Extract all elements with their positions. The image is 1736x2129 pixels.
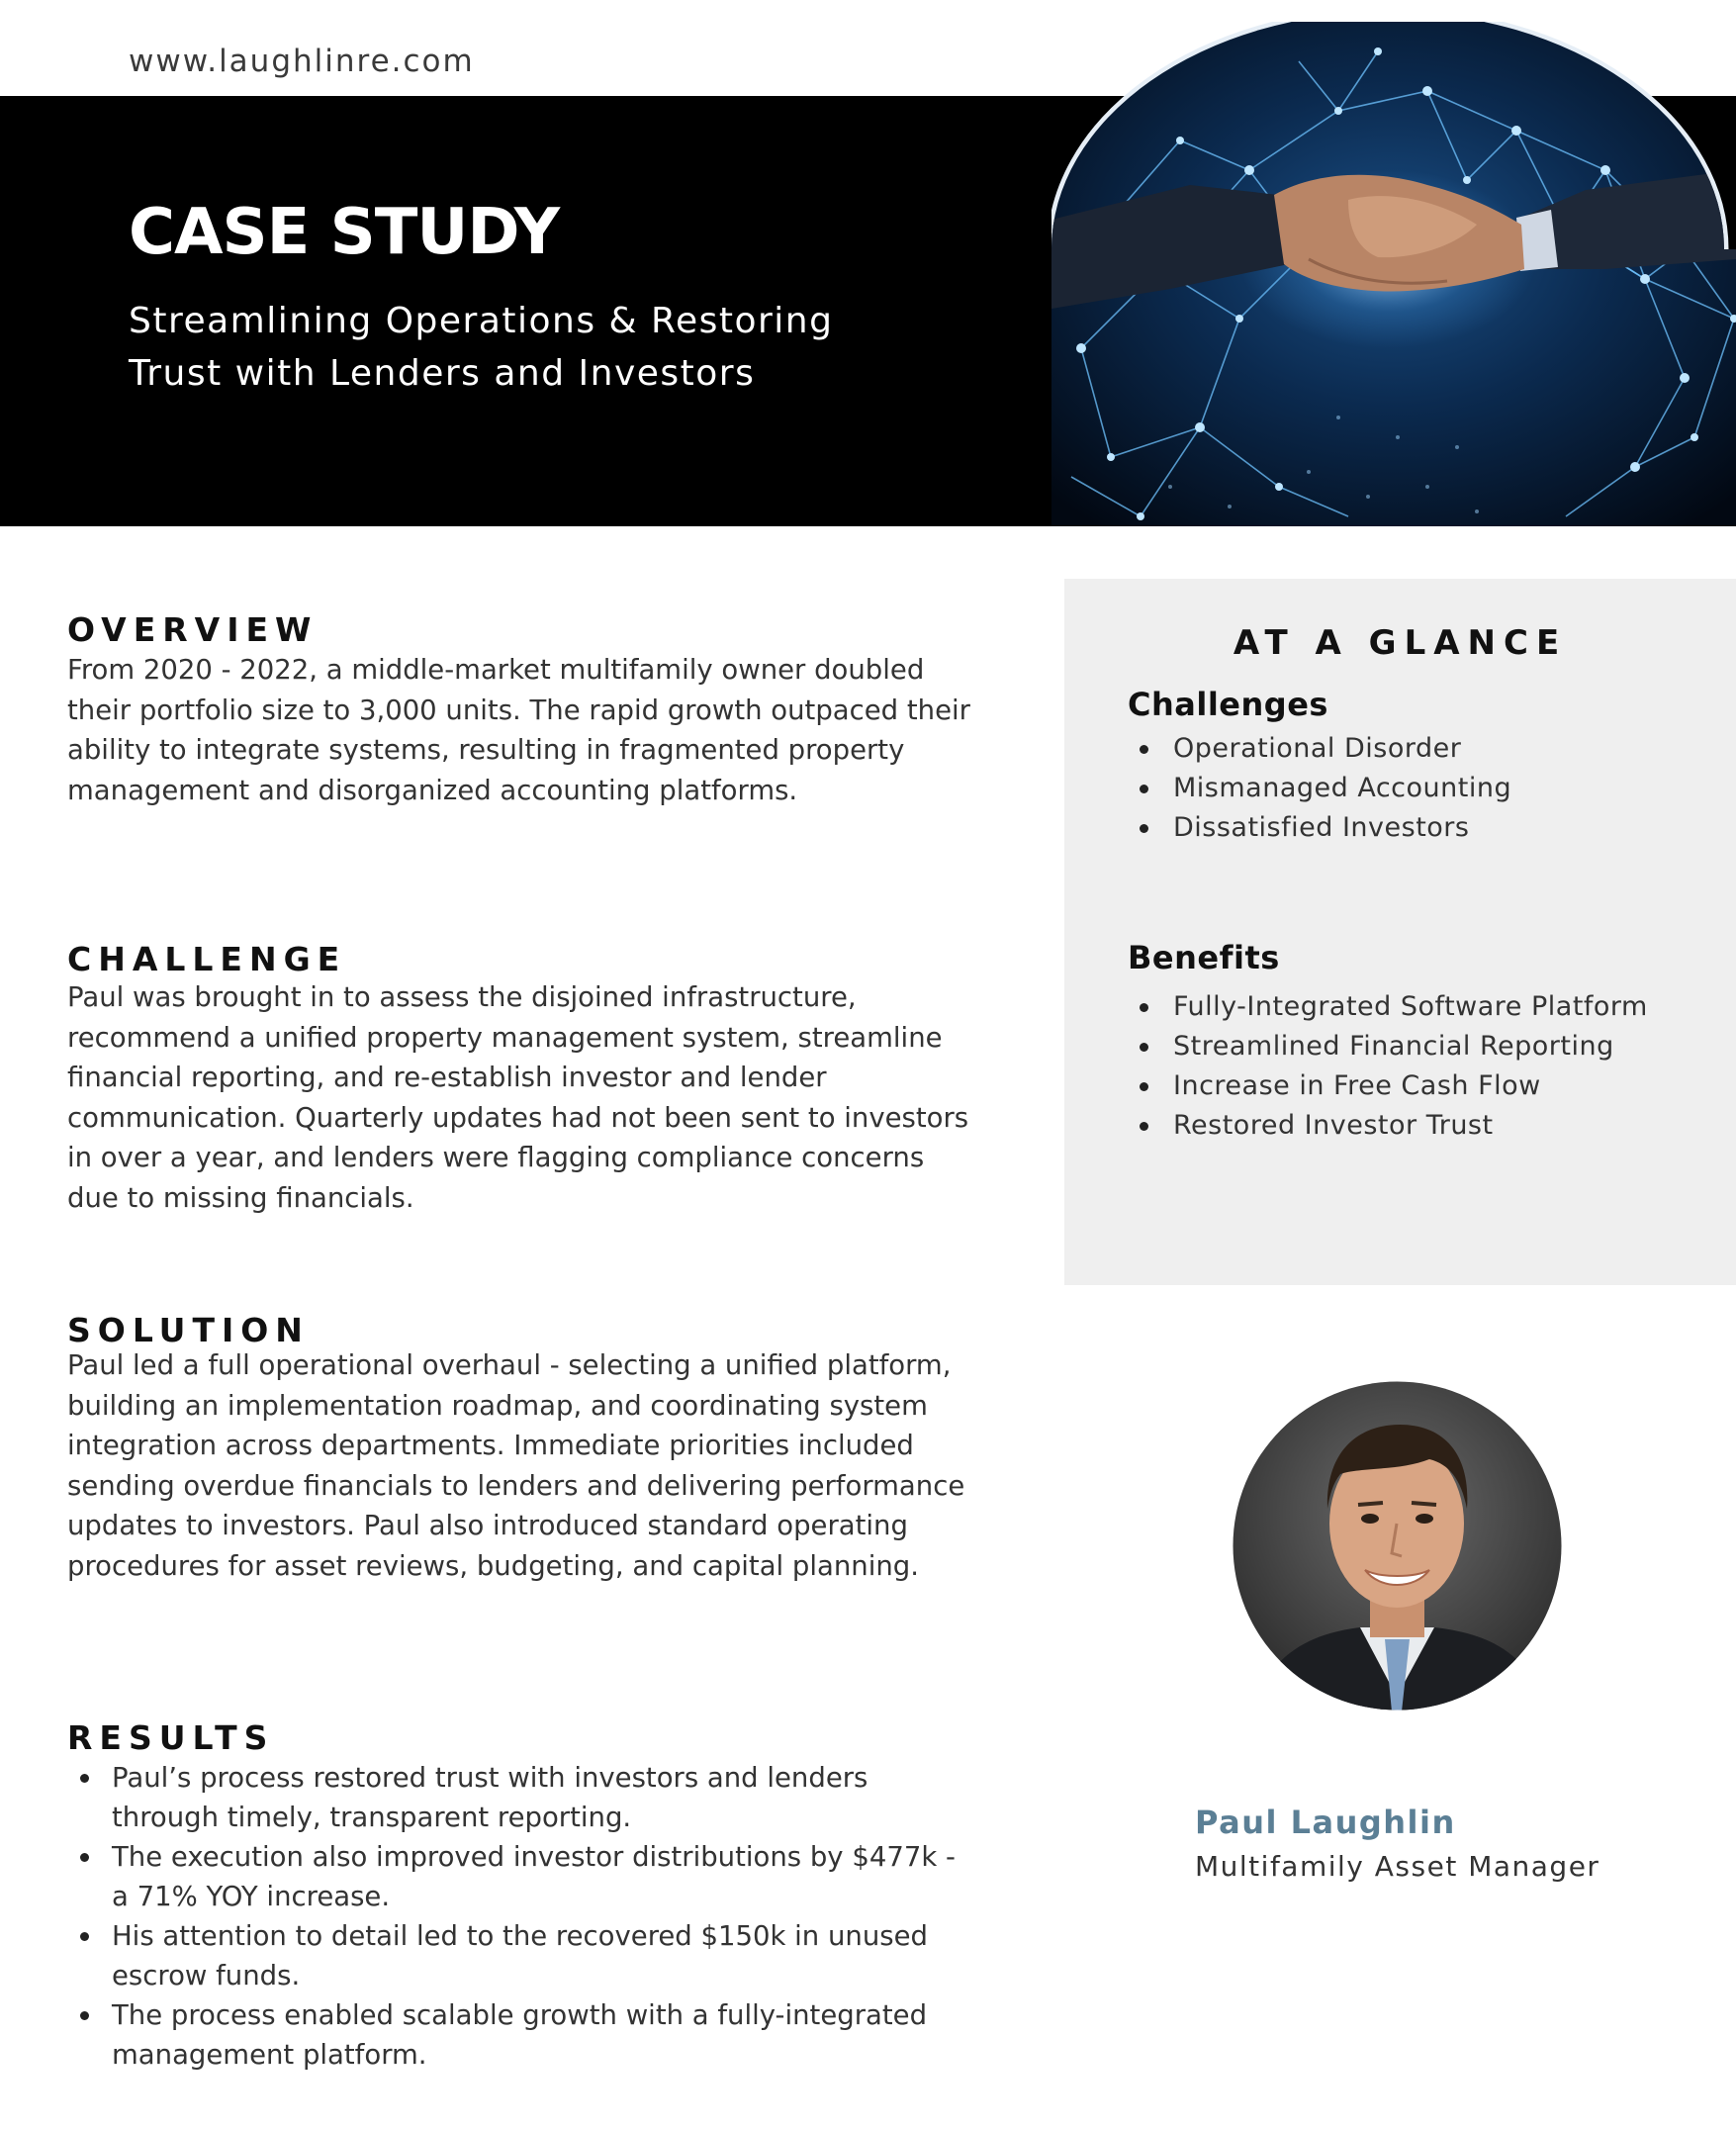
challenges-list: [1128, 729, 1721, 848]
list-item: Streamlined Financial Reporting: [1128, 1027, 1721, 1066]
solution-body: Paul led a full operational overhaul - selecting a unified platform, building an implementation roadmap, and coordinating system integration across departments. Immediate priorities included sending overdue financials to lenders and delivering performance updates to investors. Paul also introduced standard operating procedures for asset reviews, budgeting, and capital planning.: [67, 1349, 965, 1582]
list-item: The process enabled scalable growth with a fully-integrated management platform.: [67, 1995, 977, 2075]
list-item: Paul’s process restored trust with investors and lenders through timely, transparent reporting.: [67, 1758, 977, 1837]
page-subtitle: Streamlining Operations & Restoring Trust with Lenders and Investors: [129, 301, 834, 394]
overview-body: From 2020 - 2022, a middle-market multifamily owner doubled their portfolio size to 3,000 units. The rapid growth outpaced their ability to integrate systems, resulting in fragmented property management and disorganized accounting platforms.: [67, 654, 970, 806]
results-list: [67, 1758, 977, 2075]
benefits-heading: Benefits: [1128, 939, 1280, 976]
list-item: His attention to detail led to the recovered $150k in unused escrow funds.: [67, 1916, 977, 1995]
list-item: Restored Investor Trust: [1128, 1106, 1721, 1146]
glance-title: AT A GLANCE: [1233, 623, 1568, 663]
page-title: CASE STUDY: [129, 196, 560, 269]
list-item: Operational Disorder: [1128, 729, 1721, 769]
person-name: Paul Laughlin: [1195, 1804, 1456, 1841]
list-item: Mismanaged Accounting: [1128, 769, 1721, 808]
at-a-glance-panel: [1064, 579, 1736, 1285]
portrait-avatar-icon: [1232, 1380, 1563, 1712]
list-item: Fully-Integrated Software Platform: [1128, 987, 1721, 1027]
handshake-network-icon: [1051, 22, 1736, 526]
list-item: The execution also improved investor distributions by $477k - a 71% YOY increase.: [67, 1837, 977, 1916]
challenges-heading: Challenges: [1128, 686, 1328, 723]
challenge-heading: CHALLENGE: [67, 940, 347, 978]
overview-heading: OVERVIEW: [67, 610, 319, 649]
solution-heading: SOLUTION: [67, 1311, 310, 1349]
list-item: Dissatisfied Investors: [1128, 808, 1721, 848]
website-url[interactable]: www.laughlinre.com: [129, 44, 475, 79]
challenge-body: Paul was brought in to assess the disjoined infrastructure, recommend a unified property management system, streamline financial reporting, and re-establish investor and lender communication. Quarterly updates had not been sent to investors in over a year, and lenders were flagging compliance concerns due to missing financials.: [67, 981, 969, 1214]
benefits-list: [1128, 987, 1721, 1146]
person-title: Multifamily Asset Manager: [1195, 1850, 1600, 1883]
results-heading: RESULTS: [67, 1718, 275, 1757]
list-item: Increase in Free Cash Flow: [1128, 1066, 1721, 1106]
